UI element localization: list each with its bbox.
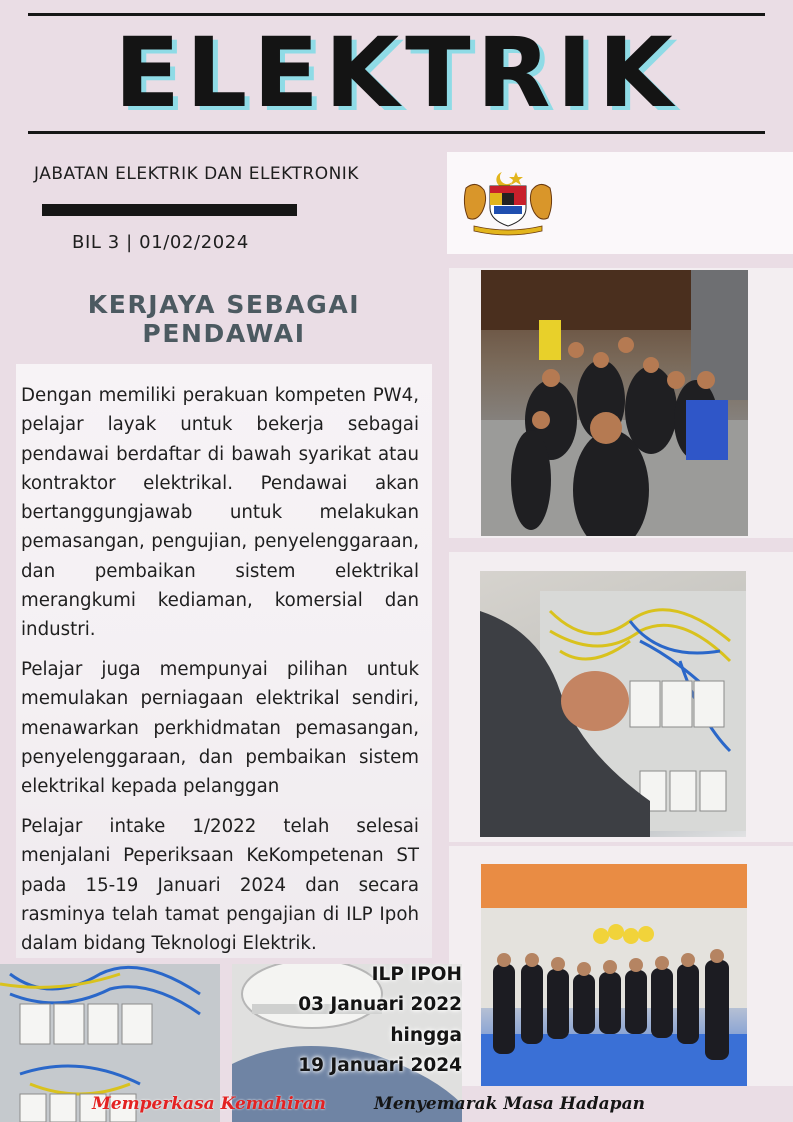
group-selfie-photo [481,270,748,536]
masthead-top-rule [28,13,765,16]
wiring-panel-photo [480,571,746,837]
section-heading [28,290,420,348]
section-heading-line-2: PENDAWAI [142,319,306,348]
tagline-left: Memperkasa Kemahiran [92,1094,326,1114]
tagline-right: Menyemarak Masa Hadapan [374,1094,645,1114]
date-until: hingga [390,1025,462,1046]
department-underline-bar [42,204,297,216]
graduates-group-photo [481,864,747,1086]
article-paragraph-1: Dengan memiliki perakuan kompeten PW4, pelajar layak untuk bekerja sebagai pendawai berdaftar di bawah syarikat atau kontraktor elektrikal. Pendawai akan bertanggungjawab untuk melakukan pemasangan, pengujian, penyelenggaraan, dan pembaikan sistem elektrikal merangkumi kediaman, komersial dan industri. [21,385,419,641]
date-place: ILP IPOH [371,964,462,985]
department-name: JABATAN ELEKTRIK DAN ELEKTRONIK [34,164,359,184]
malaysia-coat-of-arms-icon [460,168,556,236]
date-end: 19 Januari 2024 [298,1055,462,1076]
masthead-title: ELEKTRIK [114,17,679,129]
section-heading-line-1: KERJAYA SEBAGAI [87,290,361,319]
issue-number-date: BIL 3 | 01/02/2024 [72,232,249,253]
article-paragraph-2: Pelajar juga mempunyai pilihan untuk memulakan perniagaan elektrikal sendiri, menawarkan perkhidmatan pemasangan, penyelenggaraan, dan pembaikan sistem elektrikal kepada pelanggan [21,659,419,798]
article-paragraph-3: Pelajar intake 1/2022 telah selesai menjalani Peperiksaan KeKompetenan ST pada 15-19 Januari 2024 dan secara rasminya telah tamat pengajian di ILP Ipoh dalam bidang Teknologi Elektrik. [21,816,419,955]
masthead-bottom-rule [28,131,765,134]
date-start: 03 Januari 2022 [298,994,462,1015]
